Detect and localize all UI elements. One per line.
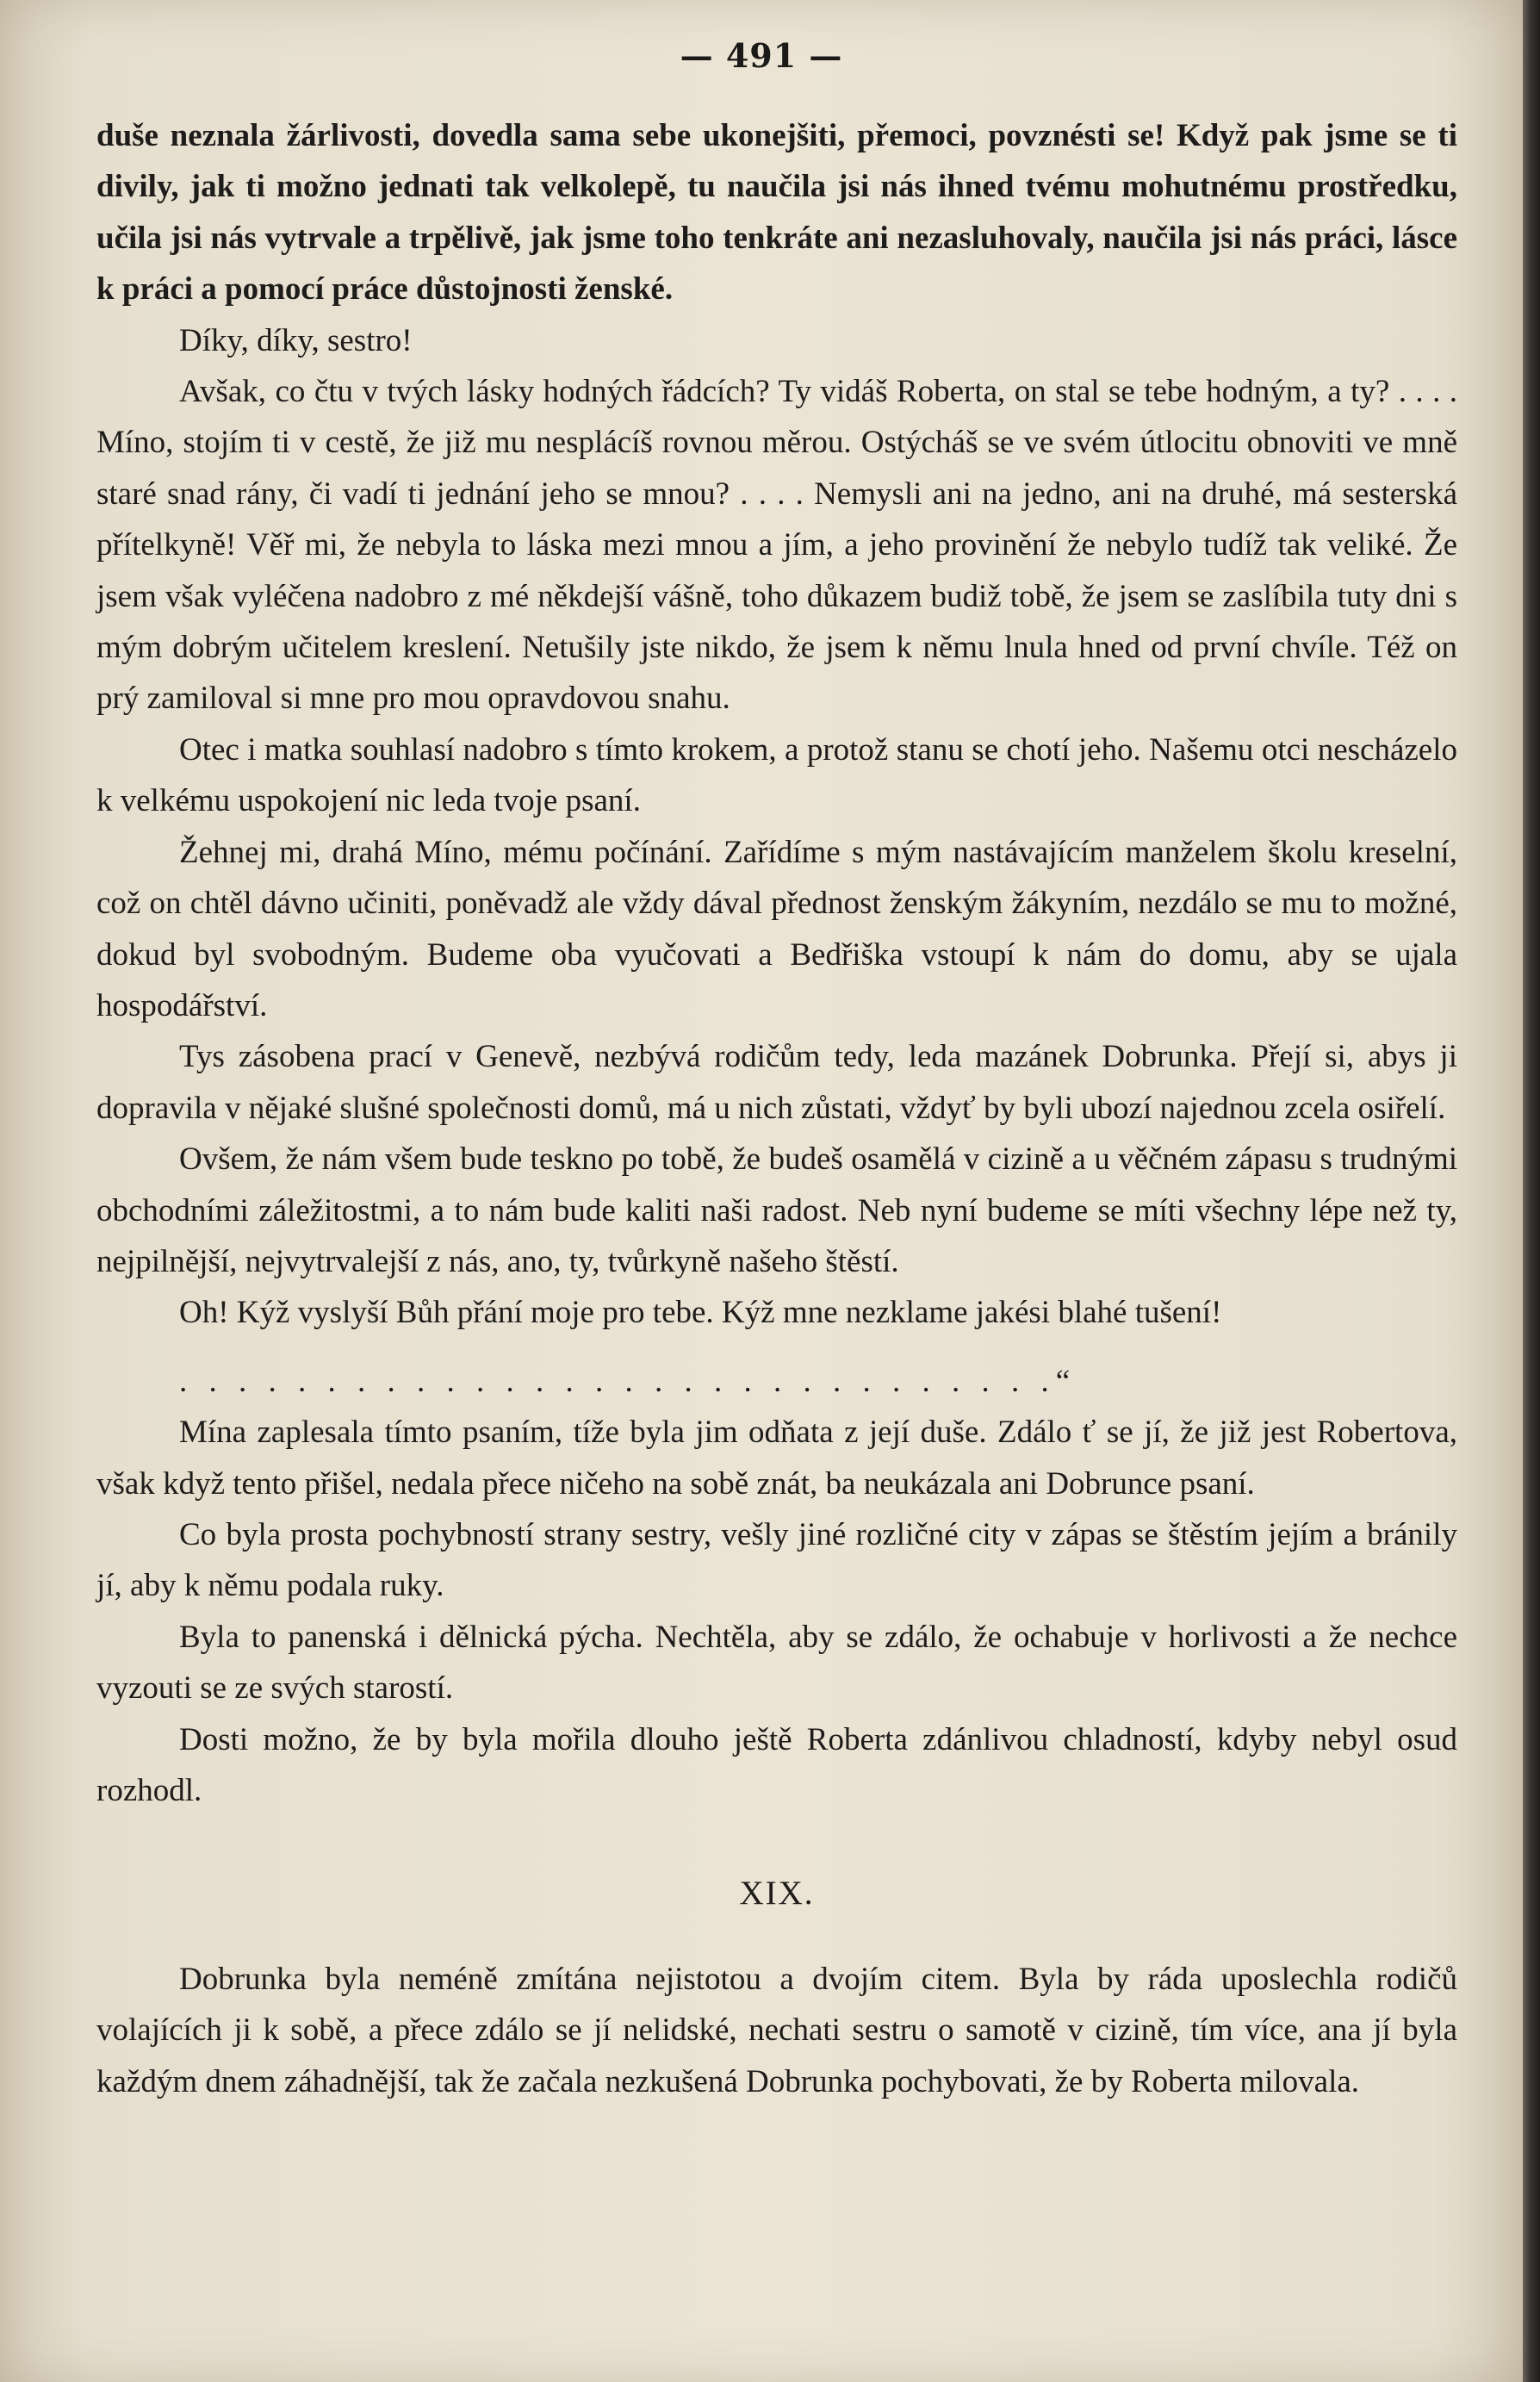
paragraph-9: Mína zaplesala tímto psaním, tíže byla jim odňata z její duše. Zdálo ť se jí, že již jest Robertova, však když tento přišel, nedala přece ničeho na sobě znát, ba neukázala ani Dobrunce psaní. xyxy=(96,1415,1457,1502)
paragraph-13: Dobrunka byla neméně zmítána nejistotou a dvojím citem. Byla by ráda uposlechla rodičů volajících ji k sobě, a přece zdálo se jí nelidské, nechati sestru o samotě v cizině, tím více, ana jí byla každým dnem záhadnější, tak že začala nezkušená Dobrunka pochybovati, že by Roberta milovala. xyxy=(96,1961,1457,2099)
body-text xyxy=(96,110,1457,2107)
paragraph-6: Tys zásobena prací v Genevě, nezbývá rodičům tedy, leda mazánek Dobrunka. Přejí si, abys ji dopravila v nějaké slušné společnosti domů, má u nich zůstati, vždyť by byli ubozí najednou zcela osiřelí. xyxy=(96,1039,1457,1126)
ellipsis-line: . . . . . . . . . . . . . . . . . . . . . . . . . . . . . .“ xyxy=(179,1363,1077,1399)
paragraph-4: Otec i matka souhlasí nadobro s tímto krokem, a protož stanu se chotí jeho. Našemu otci nescházelo k velkému uspokojení nic leda tvoje psaní. xyxy=(96,731,1457,819)
paragraph-2: Díky, díky, sestro! xyxy=(179,322,413,358)
paragraph-10: Co byla prosta pochybností strany sestry, vešly jiné rozličné city v zápas se štěstím jejím a bránily jí, aby k němu podala ruky. xyxy=(96,1516,1457,1604)
paragraph-3: Avšak, co čtu v tvých lásky hodných řádcích? Ty vidáš Roberta, on stal se tebe hodným, a ty? . . . . Míno, stojím ti v cestě, že již mu nesplácíš rovnou měrou. Ostýcháš se ve svém útlocitu obnoviti ve mně staré snad rány, či vadí ti jednání jeho se mnou? . . . . Nemysli ani na jedno, ani na druhé, má sesterská přítelkyně! Věř mi, že nebyla to láska mezi mnou a jím, a jeho provinění že nebylo tudíž tak veliké. Že jsem však vyléčena nadobro z mé někdejší vášně, toho důkazem budiž tobě, že jsem se zaslíbila tuty dni s mým dobrým učitelem kreslení. Netušily jste nikdo, že jsem k němu lnula hned od první chvíle. Též on prý zamiloval si mne pro mou opravdovou snahu. xyxy=(96,374,1457,717)
page-edge xyxy=(1523,0,1540,2382)
paragraph-12: Dosti možno, že by byla mořila dlouho ještě Roberta zdánlivou chladností, kdyby nebyl osud rozhodl. xyxy=(96,1721,1457,1808)
paragraph-11: Byla to panenská i dělnická pýcha. Nechtěla, aby se zdálo, že ochabuje v horlivosti a že nechce vyzouti se ze svých starostí. xyxy=(96,1619,1457,1707)
paragraph-5: Žehnej mi, drahá Míno, mému počínání. Zařídíme s mým nastávajícím manželem školu kreselní, což on chtěl dávno učiniti, poněvadž ale vždy dával přednost ženským žákyním, nezdálo se mu to možné, dokud byl svobodným. Budeme oba vyučovati a Bedřiška vstoupí k nám do domu, aby se ujala hospodářství. xyxy=(96,834,1457,1023)
chapter-heading: XIX. xyxy=(739,1875,815,1912)
paragraph-7: Ovšem, že nám všem bude teskno po tobě, že budeš osamělá v cizině a u věčném zápasu s trudnými obchodními záležitostmi, a to nám bude kaliti naši radost. Neb nyní budeme se míti všechny lépe než ty, nejpilnější, nejvytrvalejší z nás, ano, ty, tvůrkyně našeho štěstí. xyxy=(96,1141,1457,1279)
paragraph-1: duše neznala žárlivosti, dovedla sama sebe ukonejšiti, přemoci, povznésti se! Když pak jsme se ti divily, jak ti možno jednati tak velkolepě, tu naučila jsi nás ihned tvému mohutnému prostředku, učila jsi nás vytrvale a trpělivě, jak jsme toho tenkráte ani nezasluhovaly, naučila jsi nás práci, lásce k práci a pomocí práce důstojnosti ženské. xyxy=(96,118,1457,308)
paragraph-8: Oh! Kýž vyslyší Bůh přání moje pro tebe. Kýž mne nezklame jakési blahé tušení! xyxy=(179,1295,1222,1331)
page-number: — 491 — xyxy=(680,36,843,75)
